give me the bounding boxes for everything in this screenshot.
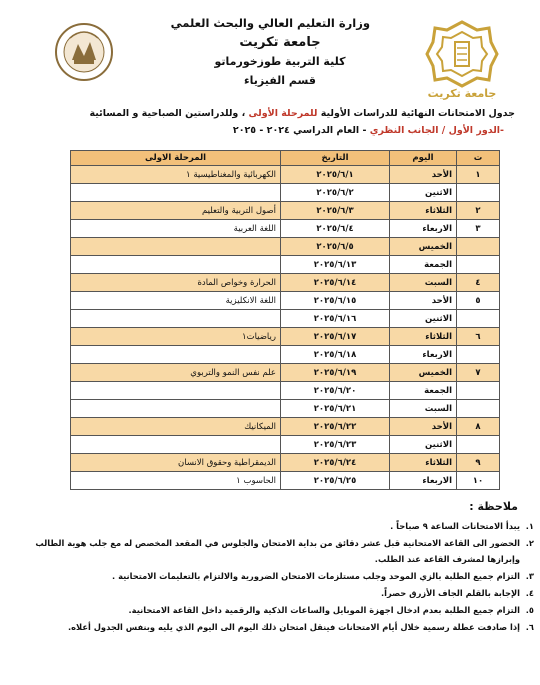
day-cell: الأحد [390,418,457,436]
row-number-cell: ١ [457,166,500,184]
day-cell: الاربعاء [390,346,457,364]
row-number-cell: ٩ [457,454,500,472]
institution-header [170,14,370,90]
note-number: ٥. [525,605,534,615]
day-cell: الثلاثاء [390,202,457,220]
day-cell: الجمعة [390,256,457,274]
schedule-title [30,108,515,119]
day-cell: الثلاثاء [390,454,457,472]
row-number-cell: ٨ [457,418,500,436]
note-number: ٢. [525,538,534,548]
date-cell: ٢٠٢٥/٦/١٣ [281,256,390,274]
subject-cell: اللغة العربية [71,220,281,238]
col-header-date: التاريخ [281,151,390,166]
date-cell: ٢٠٢٥/٦/٢ [281,184,390,202]
table-row [71,346,500,364]
table-row [71,184,500,202]
date-cell: ٢٠٢٥/٦/١٦ [281,310,390,328]
subject-cell [71,310,281,328]
notes-list [20,518,536,636]
subject-cell [71,184,281,202]
day-cell: الخميس [390,364,457,382]
row-number-cell: ٧ [457,364,500,382]
subject-cell [71,436,281,454]
table-row [71,238,500,256]
col-header-day: اليوم [390,151,457,166]
university-logo-icon [425,20,499,102]
table-body [71,166,500,490]
subject-cell: الكهربائية والمغناطيسية ١ [71,166,281,184]
subject-cell [71,400,281,418]
subject-cell: الميكانيك [71,418,281,436]
day-cell: السبت [390,274,457,292]
date-cell: ٢٠٢٥/٦/١ [281,166,390,184]
table-row [71,436,500,454]
date-cell: ٢٠٢٥/٦/١٨ [281,346,390,364]
row-number-cell: ٢ [457,202,500,220]
table-row [71,418,500,436]
note-text: الحضور الى القاعة الامتحانية قبل عشر دقائق من بداية الامتحان والجلوس في المقعد المخصص له مع جلب هوية الطالب وإبرازها لمشرف القاعة عند الطلب. [35,538,520,564]
table-row [71,382,500,400]
note-item [20,568,534,584]
day-cell: الخميس [390,238,457,256]
date-cell: ٢٠٢٥/٦/٢١ [281,400,390,418]
date-cell: ٢٠٢٥/٦/٢٥ [281,472,390,490]
subject-cell: علم نفس النمو والتربوي [71,364,281,382]
row-number-cell [457,436,500,454]
department-name: قسم الفيزياء [244,74,316,87]
row-number-cell [457,310,500,328]
table-header-row [71,151,500,166]
row-number-cell: ٣ [457,220,500,238]
note-text: التزام جميع الطلبة بعدم ادخال اجهزة الموبايل والساعات الذكية والرقمية داخل القاعة الامتحانية. [128,605,520,615]
note-text: إذا صادفت عطلة رسمية خلال أيام الامتحانات فينقل امتحان ذلك اليوم الى اليوم الذي يليه وبنفس الجدول أعلاه. [67,622,520,632]
date-cell: ٢٠٢٥/٦/١٤ [281,274,390,292]
subject-cell: الحاسوب ١ [71,472,281,490]
col-header-stage-one: المرحلة الاولى [71,151,281,166]
title-line1-part-a: جدول الامتحانات النهائية للدراسات الأولية [317,108,515,119]
subject-cell: أصول التربية والتعليم [71,202,281,220]
date-cell: ٢٠٢٥/٦/٢٤ [281,454,390,472]
title-line2-round: -الدور الأول / الجانب النظري [369,125,504,136]
subject-cell [71,238,281,256]
table-row [71,454,500,472]
university-name: جامعة تكريت [239,35,321,50]
subject-cell: الديمقراطية وحقوق الانسان [71,454,281,472]
note-item [20,602,534,618]
subject-cell: رياضيات١ [71,328,281,346]
date-cell: ٢٠٢٥/٦/٢٢ [281,418,390,436]
day-cell: الثلاثاء [390,328,457,346]
row-number-cell [457,346,500,364]
subject-cell: اللغة الانكليزية [71,292,281,310]
date-cell: ٢٠٢٥/٦/١٥ [281,292,390,310]
ministry-name: وزارة التعليم العالي والبحث العلمي [170,16,370,30]
table-row [71,274,500,292]
schedule-subtitle [30,125,504,136]
note-text: الإجابة بالقلم الجاف الأزرق حصراً. [380,588,520,598]
exam-schedule-table [70,150,500,490]
subject-cell: الحرارة وخواص المادة [71,274,281,292]
table-row [71,256,500,274]
table-row [71,400,500,418]
day-cell: الجمعة [390,382,457,400]
note-number: ٤. [525,588,534,598]
row-number-cell [457,238,500,256]
subject-cell [71,346,281,364]
table-row [71,166,500,184]
day-cell: الاثنين [390,184,457,202]
note-number: ٣. [525,571,534,581]
university-logo-text: جامعة تكريت [427,87,497,100]
date-cell: ٢٠٢٥/٦/٥ [281,238,390,256]
subject-cell [71,256,281,274]
title-line1-part-b: ، وللدراستين الصباحية و المسائية [89,108,249,119]
day-cell: الاثنين [390,310,457,328]
table-row [71,202,500,220]
date-cell: ٢٠٢٥/٦/١٧ [281,328,390,346]
table-row [71,310,500,328]
table-row [71,472,500,490]
col-header-number: ت [457,151,500,166]
note-number: ٦. [525,622,534,632]
day-cell: الأحد [390,166,457,184]
date-cell: ٢٠٢٥/٦/٢٠ [281,382,390,400]
day-cell: الاثنين [390,436,457,454]
note-item [20,518,534,534]
college-logo-icon [52,18,116,92]
row-number-cell: ٤ [457,274,500,292]
date-cell: ٢٠٢٥/٦/٤ [281,220,390,238]
date-cell: ٢٠٢٥/٦/١٩ [281,364,390,382]
date-cell: ٢٠٢٥/٦/٣ [281,202,390,220]
row-number-cell: ٥ [457,292,500,310]
title-line2-year: - العام الدراسي ٢٠٢٤ - ٢٠٢٥ [232,125,370,136]
row-number-cell [457,400,500,418]
note-number: ١. [525,521,534,531]
title-line1-stage: للمرحلة الأولى [248,108,318,119]
table-row [71,364,500,382]
row-number-cell [457,382,500,400]
notes-title: ملاحظة : [469,500,518,513]
row-number-cell: ٦ [457,328,500,346]
row-number-cell [457,184,500,202]
row-number-cell: ١٠ [457,472,500,490]
table-row [71,328,500,346]
day-cell: الاربعاء [390,472,457,490]
college-name: كلية التربية طوزخورماتو [214,55,346,68]
subject-cell [71,382,281,400]
note-item [20,619,534,635]
note-item [20,535,534,567]
date-cell: ٢٠٢٥/٦/٢٣ [281,436,390,454]
note-text: يبدأ الامتحانات الساعة ٩ صباحاً . [390,521,520,531]
note-item [20,585,534,601]
day-cell: الأحد [390,292,457,310]
day-cell: الاربعاء [390,220,457,238]
table-row [71,292,500,310]
day-cell: السبت [390,400,457,418]
note-text: التزام جميع الطلبة بالزي الموحد وجلب مستلزمات الامتحان الضرورية والالتزام بالتعليمات الامتحانية . [112,571,520,581]
table-row [71,220,500,238]
row-number-cell [457,256,500,274]
